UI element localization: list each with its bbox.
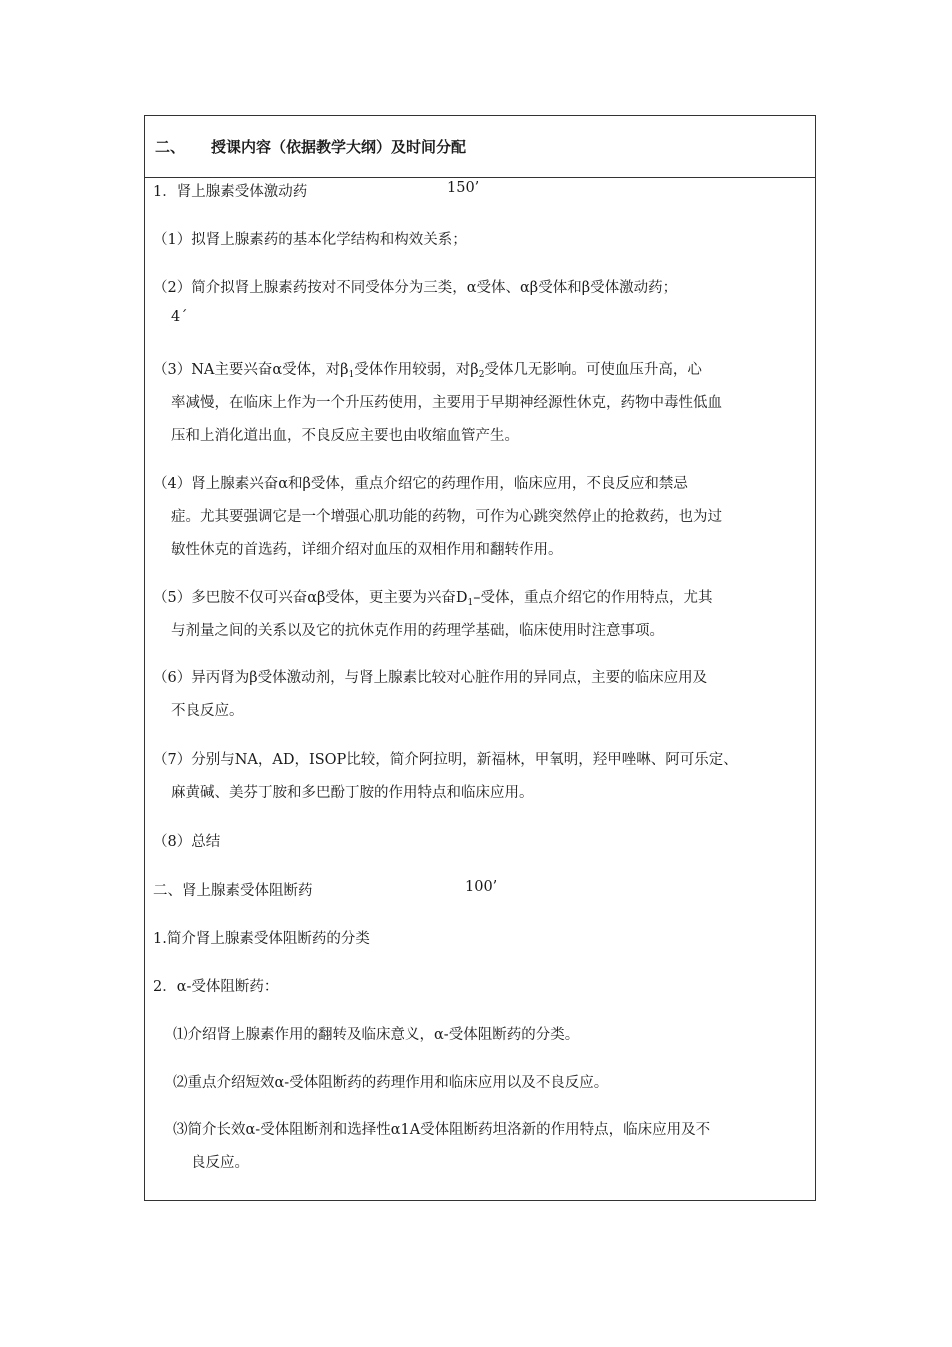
section1-item4-line2: 症。尤其要强调它是一个增强心肌功能的药物，可作为心跳突然停止的抢救药，也为过: [171, 509, 722, 525]
section1-item3-line2: 率减慢，在临床上作为一个升压药使用，主要用于早期神经源性休克，药物中毒性低血: [171, 395, 722, 411]
item3-text-b: 受体作用较弱，对β: [354, 362, 479, 378]
section2-item1: 1.简介肾上腺素受体阻断药的分类: [153, 931, 370, 947]
section2-heading: 二、肾上腺素受体阻断药: [153, 883, 313, 899]
section1-item5-line2: 与剂量之间的关系以及它的抗休克作用的药理学基础，临床使用时注意事项。: [171, 623, 664, 639]
section1-item7-line1: （7）分别与NA，AD，ISOP比较，简介阿拉明，新福林，甲氧明，羟甲唑啉、阿可乐定、: [153, 752, 738, 768]
section2-sub3-line2: 良反应。: [191, 1155, 249, 1171]
section1-item6-line1: （6）异丙肾为β受体激动剂，与肾上腺素比较对心脏作用的异同点，主要的临床应用及: [153, 670, 708, 686]
item3-subscript-1: 1: [348, 370, 355, 380]
section1-time: 150’: [447, 180, 480, 196]
section2-sub2: ⑵重点介绍短效α-受体阻断药的药理作用和临床应用以及不良反应。: [173, 1075, 609, 1091]
section1-item2-line1: （2）简介拟肾上腺素药按对不同受体分为三类，α受体、αβ受体和β受体激动药；: [153, 280, 678, 296]
item3-text-a: （3）NA主要兴奋α受体，对β: [153, 362, 349, 378]
section2-sub3-line1: ⑶简介长效α-受体阻断剂和选择性α1A受体阻断药坦洛新的作用特点，临床应用及不: [173, 1122, 711, 1138]
section2-time: 100’: [465, 879, 498, 895]
section1-item8: （8）总结: [153, 834, 221, 850]
item3-text-c: 受体几无影响。可使血压升高，心: [484, 362, 702, 378]
section1-item4-line1: （4）肾上腺素兴奋α和β受体，重点介绍它的药理作用，临床应用，不良反应和禁忌: [153, 476, 688, 492]
section1-item3-line1: [153, 358, 702, 380]
section1-item7-line2: 麻黄碱、美芬丁胺和多巴酚丁胺的作用特点和临床应用。: [171, 785, 534, 801]
header-title: 授课内容（依据教学大纲）及时间分配: [211, 138, 467, 156]
section2-sub1: ⑴介绍肾上腺素作用的翻转及临床意义，α-受体阻断药的分类。: [173, 1027, 580, 1043]
item5-text-a: （5）多巴胺不仅可兴奋αβ受体，更主要为兴奋D: [153, 590, 468, 606]
item5-text-b: –受体，重点介绍它的作用特点，尤其: [473, 590, 713, 606]
header-number: 二、: [155, 138, 186, 156]
section1-item4-line3: 敏性休克的首选药，详细介绍对血压的双相作用和翻转作用。: [171, 542, 563, 558]
section1-item2-line2: 4΄: [171, 309, 188, 325]
section1-item1: （1）拟肾上腺素药的基本化学结构和构效关系；: [153, 232, 467, 248]
table-header: [145, 116, 815, 178]
section1-item5-line1: [153, 586, 713, 608]
section1-item3-line3: 压和上消化道出血，不良反应主要也由收缩血管产生。: [171, 428, 519, 444]
section1-heading: 1．肾上腺素受体激动药: [153, 184, 308, 200]
item5-subscript: 1: [467, 598, 474, 608]
section2-item2: 2．α-受体阻断药：: [153, 979, 279, 995]
item3-subscript-2: 2: [478, 370, 485, 380]
syllabus-table: [144, 115, 816, 1201]
section1-item6-line2: 不良反应。: [171, 703, 244, 719]
